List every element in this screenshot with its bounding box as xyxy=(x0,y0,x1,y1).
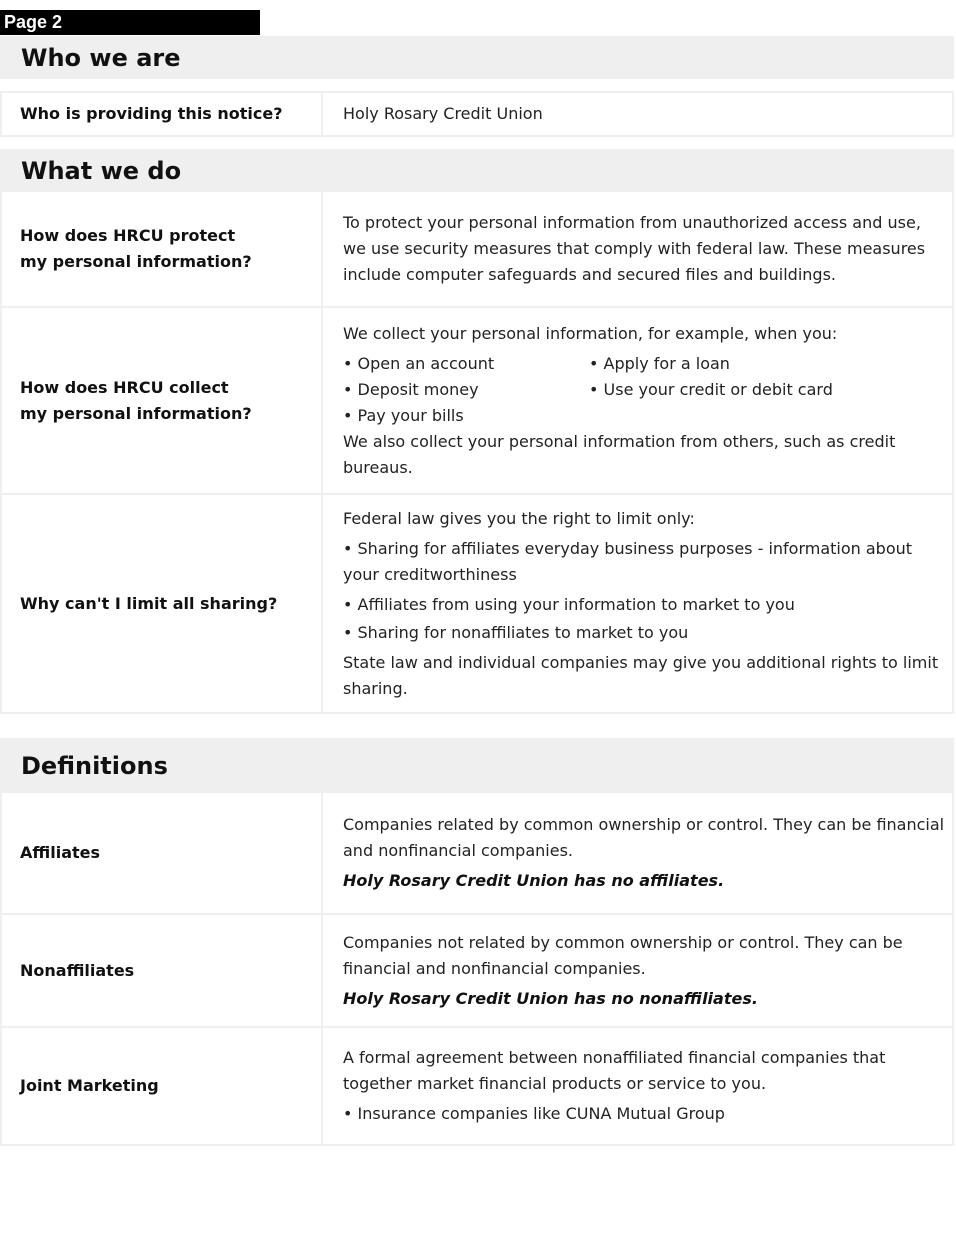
answer-text: Holy Rosary Credit Union xyxy=(343,104,543,123)
question-label: How does HRCU protect my personal information? xyxy=(2,192,321,306)
definition-note: Holy Rosary Credit Union has no nonaffiliates. xyxy=(343,988,758,1008)
term-label: Joint Marketing xyxy=(2,1028,321,1144)
row-nonaffiliates xyxy=(0,913,954,1028)
definition-text: A formal agreement between nonaffiliated financial companies that together market financial products or service to you. xyxy=(343,1048,886,1093)
list-item: • Open an account xyxy=(343,353,495,373)
list-item: • Deposit money xyxy=(343,379,479,399)
section-heading-definitions: Definitions xyxy=(0,738,954,793)
question-label: Why can't I limit all sharing? xyxy=(2,495,321,712)
definition-cell xyxy=(323,793,952,913)
page-label: Page 2 xyxy=(0,10,260,35)
row-affiliates xyxy=(0,791,954,915)
answer-text: To protect your personal information from unauthorized access and use, we use security measures that comply with federal law. These measures include computer safeguards and secured files and buildings. xyxy=(343,213,926,284)
question-label: How does HRCU collect my personal information? xyxy=(2,308,321,493)
collect-intro: We collect your personal information, for example, when you: xyxy=(343,323,838,343)
row-who-providing xyxy=(0,91,954,137)
definition-note: Holy Rosary Credit Union has no affiliates. xyxy=(343,871,725,890)
list-item: • Pay your bills xyxy=(343,405,464,425)
definition-cell xyxy=(323,915,952,1026)
row-joint-marketing xyxy=(0,1026,954,1146)
list-item: • Apply for a loan xyxy=(589,353,730,373)
section-heading-who-we-are: Who we are xyxy=(0,36,954,79)
collect-outro: We also collect your personal information from others, such as credit bureaus. xyxy=(343,431,896,477)
limit-outro: State law and individual companies may give you additional rights to limit sharing. xyxy=(343,652,939,698)
section-heading-what-we-do: What we do xyxy=(0,149,954,192)
collect-bullet-list xyxy=(343,351,946,429)
row-limit xyxy=(0,493,954,714)
limit-intro: Federal law gives you the right to limit only: xyxy=(343,508,695,528)
list-item: • Use your credit or debit card xyxy=(589,379,833,399)
answer-cell xyxy=(323,93,952,135)
list-item: • Affiliates from using your information to market to you xyxy=(343,594,795,614)
definition-text: Companies not related by common ownership or control. They can be financial and nonfinancial companies. xyxy=(343,932,903,978)
list-item: • Insurance companies like CUNA Mutual Group xyxy=(343,1104,725,1123)
list-item: • Sharing for nonaffiliates to market to you xyxy=(343,622,689,642)
answer-cell xyxy=(323,308,952,493)
answer-cell xyxy=(323,192,952,306)
list-item: • Sharing for affiliates everyday business purposes - information about your creditworthiness xyxy=(343,538,913,584)
term-label: Affiliates xyxy=(2,793,321,913)
answer-cell xyxy=(323,495,952,712)
definition-cell xyxy=(323,1028,952,1144)
definition-text: Companies related by common ownership or control. They can be financial and nonfinancial companies. xyxy=(343,815,945,860)
question-label: Who is providing this notice? xyxy=(2,93,321,135)
row-collect xyxy=(0,306,954,495)
term-label: Nonaffiliates xyxy=(2,915,321,1026)
row-protect xyxy=(0,190,954,308)
